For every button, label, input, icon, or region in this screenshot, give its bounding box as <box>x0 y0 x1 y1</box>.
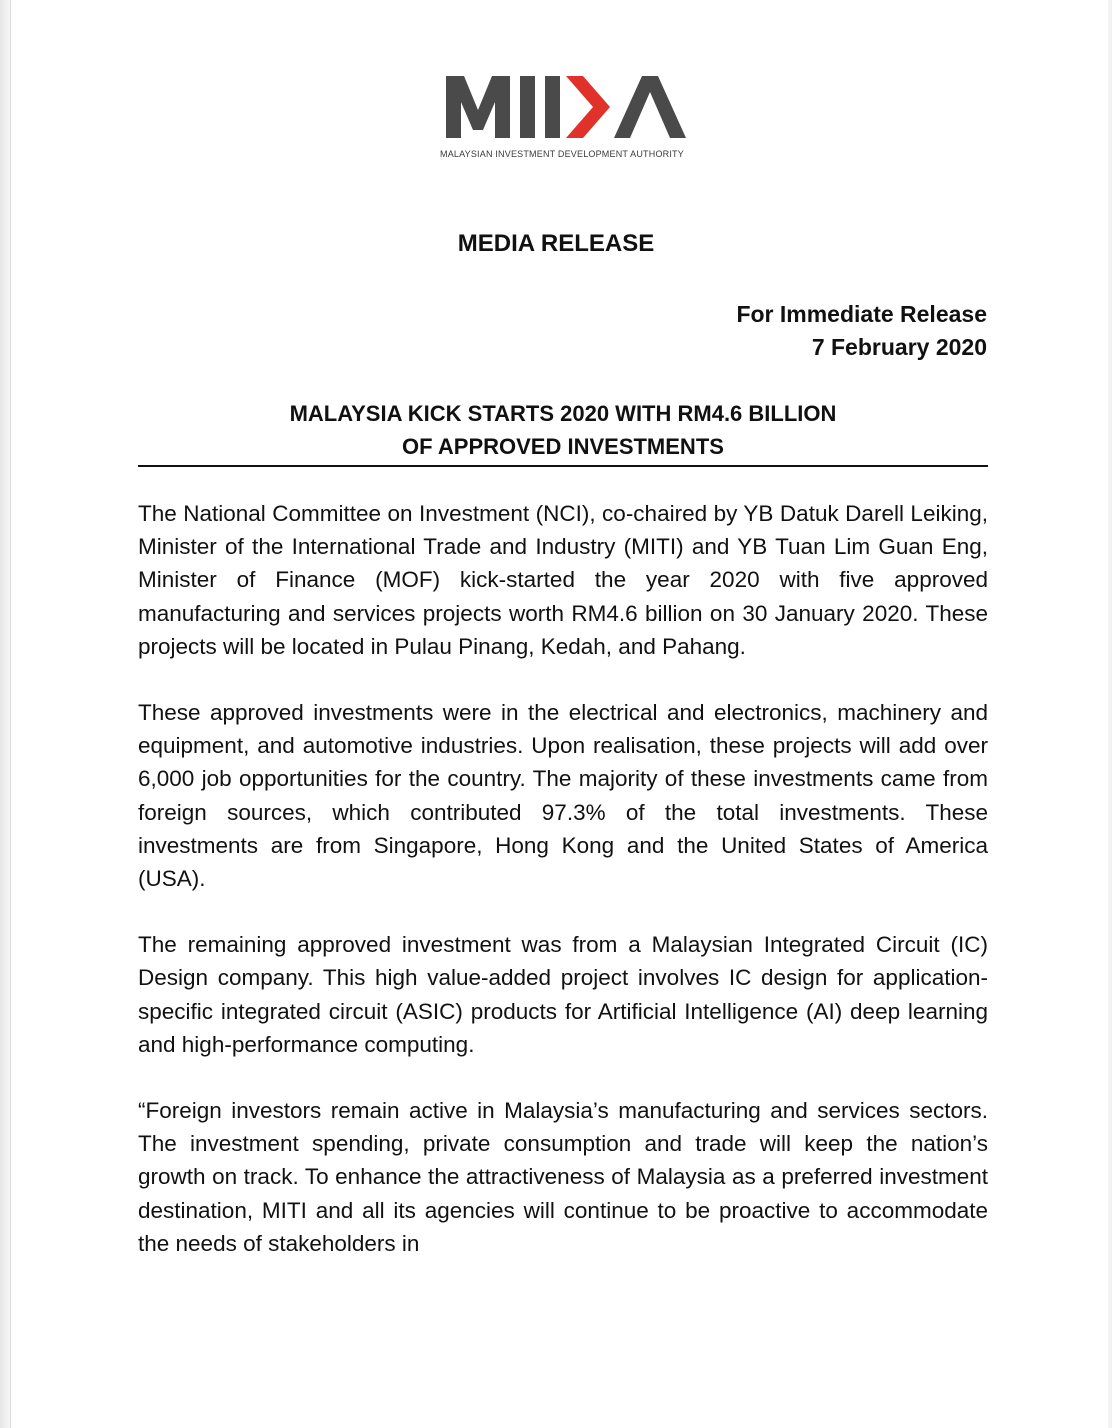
release-info <box>736 298 987 364</box>
headline-line-1: MALAYSIA KICK STARTS 2020 WITH RM4.6 BILLION <box>289 401 837 426</box>
headline-line-2: OF APPROVED INVESTMENTS <box>402 434 724 459</box>
media-release-title: MEDIA RELEASE <box>457 230 655 257</box>
page-left-edge <box>0 0 11 1428</box>
release-type: For Immediate Release <box>736 301 987 327</box>
headline <box>138 397 988 467</box>
paragraph: The National Committee on Investment (NCI), co-chaired by YB Datuk Darell Leiking, Minister of the International Trade and Industry (MITI) and YB Tuan Lim Guan Eng, Minister of Finance (MOF) kick-started the year 2020 with five approved manufacturing and services projects worth RM4.6 billion on 30 January 2020. These projects will be located in Pulau Pinang, Kedah, and Pahang. <box>138 501 988 659</box>
body-text <box>138 497 988 1293</box>
release-date: 7 February 2020 <box>811 334 987 360</box>
paragraph: “Foreign investors remain active in Malaysia’s manufacturing and services sectors. The investment spending, private consumption and trade will keep the nation’s growth on track. To enhance the attractiveness of Malaysia as a preferred investment destination, MITI and all its agencies will continue to be proactive to accommodate the needs of stakeholders in <box>138 1098 988 1256</box>
mida-logo-graphic <box>440 66 690 146</box>
paragraph: These approved investments were in the electrical and electronics, machinery and equipment, and automotive industries. Upon realisation, these projects will add over 6,000 job opportunities for the country. The majority of these investments came from foreign sources, which contributed 97.3% of the total investments. These investments are from Singapore, Hong Kong and the United States of America (USA). <box>138 700 988 892</box>
page-right-edge <box>1108 0 1112 1428</box>
paragraph: The remaining approved investment was from a Malaysian Integrated Circuit (IC) Design company. This high value-added project involves IC design for application-specific integrated circuit (ASIC) products for Artificial Intelligence (AI) deep learning and high-performance computing. <box>138 932 988 1057</box>
logo-caption: MALAYSIAN INVESTMENT DEVELOPMENT AUTHORITY <box>440 149 684 159</box>
